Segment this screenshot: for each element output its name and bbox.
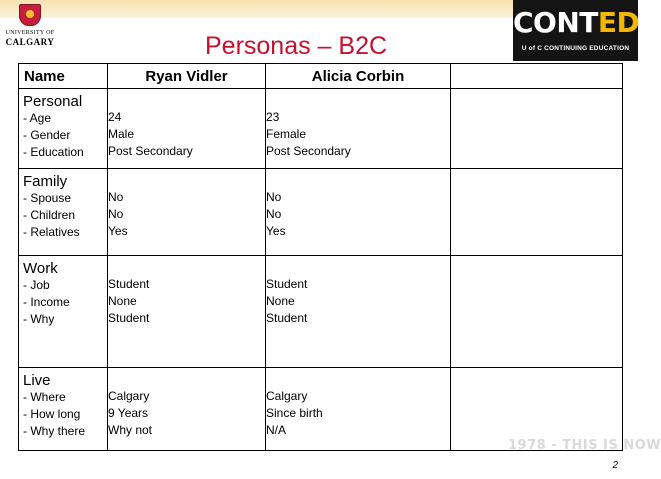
row-head-personal bbox=[19, 89, 108, 169]
cell-value: 23 bbox=[266, 110, 280, 124]
cell-value: Post Secondary bbox=[266, 144, 351, 158]
header-empty bbox=[451, 64, 623, 89]
ryan-family-cell bbox=[108, 169, 266, 256]
cell-value: Student bbox=[108, 277, 150, 291]
page-title: Personas – B2C bbox=[205, 32, 388, 60]
cell-value: No bbox=[108, 207, 124, 221]
cell-value: Yes bbox=[108, 224, 128, 238]
brand-wordmark bbox=[513, 6, 638, 39]
conted-logo bbox=[513, 0, 638, 61]
cell-value: Student bbox=[266, 277, 308, 291]
cell-value: No bbox=[266, 190, 282, 204]
ryan-personal-cell bbox=[108, 89, 266, 169]
cell-value: No bbox=[266, 207, 282, 221]
field-label: - How long bbox=[23, 407, 81, 421]
category-label: Live bbox=[23, 372, 51, 389]
page-number: 2 bbox=[612, 460, 618, 471]
category-label: Personal bbox=[23, 93, 83, 110]
field-label: - Where bbox=[23, 390, 66, 404]
cell-value: Yes bbox=[266, 224, 286, 238]
cell-value: None bbox=[266, 294, 295, 308]
cell-value: 9 Years bbox=[108, 406, 149, 420]
cell-value: Male bbox=[108, 127, 135, 141]
cell-value: 24 bbox=[108, 110, 122, 124]
empty-cell bbox=[451, 256, 623, 368]
field-label: - Gender bbox=[23, 128, 71, 142]
persona-table bbox=[18, 63, 623, 451]
logo-line-2: CALGARY bbox=[5, 37, 55, 47]
ryan-work-cell bbox=[108, 256, 266, 368]
field-label: - Job bbox=[23, 278, 50, 292]
field-label: - Children bbox=[23, 208, 76, 222]
row-head-family bbox=[19, 169, 108, 256]
cell-value: Since birth bbox=[266, 406, 323, 420]
field-label: - Relatives bbox=[23, 225, 80, 239]
cell-value: Post Secondary bbox=[108, 144, 193, 158]
cell-value: Calgary bbox=[108, 389, 150, 403]
university-logo bbox=[2, 4, 58, 56]
cell-value: Student bbox=[266, 311, 308, 325]
field-label: - Why there bbox=[23, 424, 86, 438]
header-row bbox=[19, 64, 623, 89]
table-row bbox=[19, 256, 623, 368]
alicia-family-cell bbox=[266, 169, 451, 256]
brand-word-white: CONT bbox=[513, 6, 598, 39]
brand-subtitle: U of C CONTINUING EDUCATION bbox=[521, 45, 630, 52]
cell-value: None bbox=[108, 294, 137, 308]
row-head-work bbox=[19, 256, 108, 368]
table-row bbox=[19, 169, 623, 256]
field-label: - Why bbox=[23, 312, 55, 326]
watermark-slogan: 1978 - THIS IS NOW bbox=[508, 438, 661, 453]
brand-word-gold: ED bbox=[597, 6, 640, 39]
field-label: - Education bbox=[23, 145, 84, 159]
alicia-personal-cell bbox=[266, 89, 451, 169]
logo-line-1: UNIVERSITY OF bbox=[5, 30, 55, 36]
cell-value: Calgary bbox=[266, 389, 308, 403]
cell-value: Why not bbox=[108, 423, 153, 437]
field-label: - Income bbox=[23, 295, 70, 309]
table-row bbox=[19, 89, 623, 169]
cell-value: N/A bbox=[266, 423, 287, 437]
field-label: - Age bbox=[23, 111, 52, 125]
row-head-live bbox=[19, 368, 108, 451]
header-alicia: Alicia Corbin bbox=[266, 64, 451, 89]
ryan-live-cell bbox=[108, 368, 266, 451]
cell-value: Female bbox=[266, 127, 307, 141]
alicia-live-cell bbox=[266, 368, 451, 451]
category-label: Family bbox=[23, 173, 68, 190]
crest-icon bbox=[19, 4, 41, 26]
empty-cell bbox=[451, 89, 623, 169]
empty-cell bbox=[451, 169, 623, 256]
header-ryan: Ryan Vidler bbox=[108, 64, 266, 89]
category-label: Work bbox=[23, 260, 58, 277]
cell-value: Student bbox=[108, 311, 150, 325]
header-name: Name bbox=[19, 64, 108, 89]
alicia-work-cell bbox=[266, 256, 451, 368]
field-label: - Spouse bbox=[23, 191, 72, 205]
cell-value: No bbox=[108, 190, 124, 204]
